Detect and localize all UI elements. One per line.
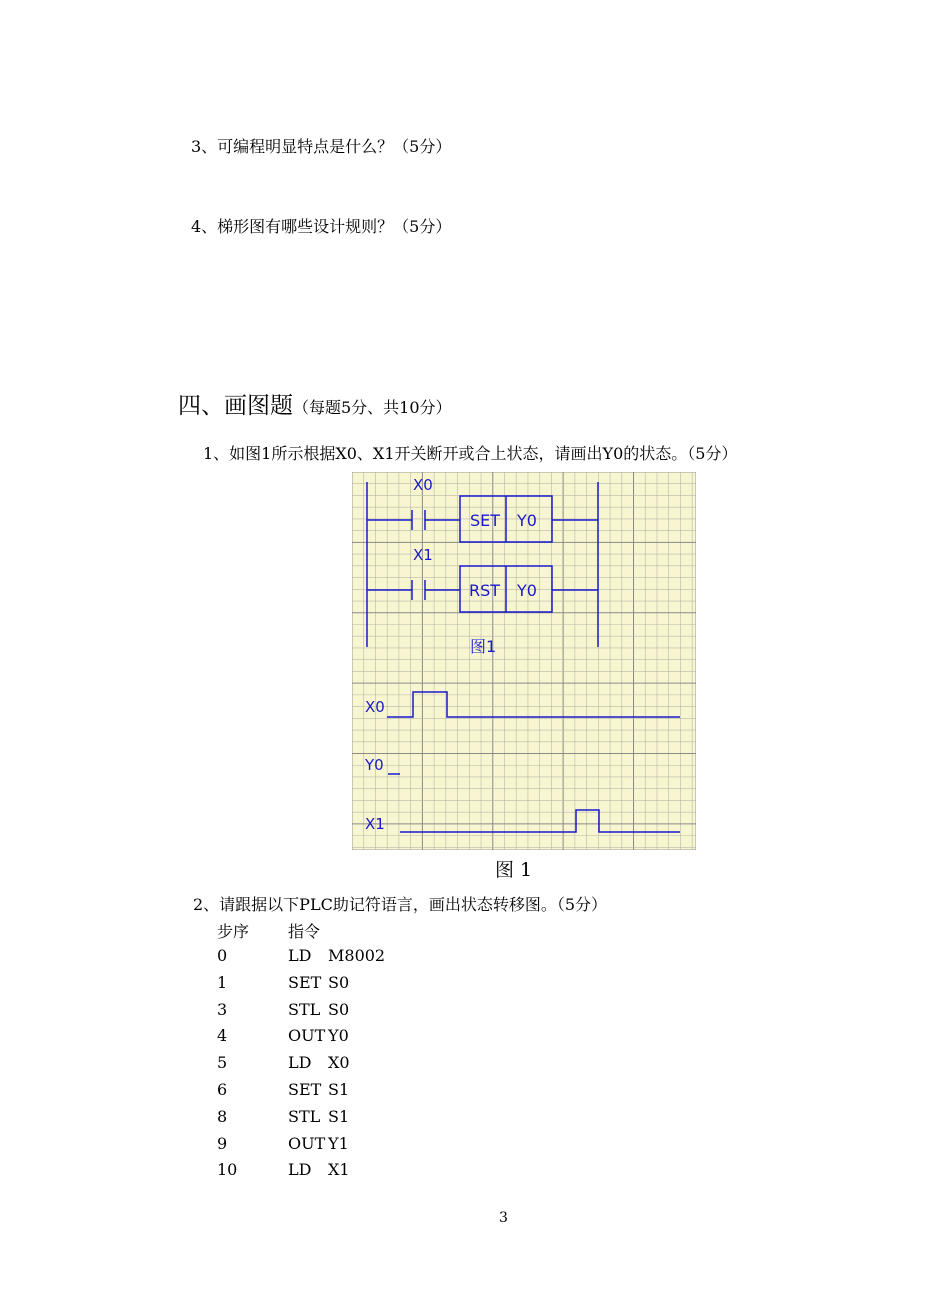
op-cell: LD <box>288 1053 312 1073</box>
question-3: 3、可编程明显特点是什么？（5分） <box>191 137 452 156</box>
operand-cell: X0 <box>328 1053 350 1073</box>
op-cell: OUT <box>288 1133 326 1153</box>
figure-svg <box>352 472 696 850</box>
ladder-x0-label: X0 <box>413 476 433 494</box>
section-heading <box>178 387 452 420</box>
rst-label: RST <box>469 581 501 600</box>
header-step: 步序 <box>217 922 250 941</box>
timing-y0-label: Y0 <box>365 756 384 774</box>
operand-cell: Y0 <box>328 1026 349 1046</box>
question-4-1: 1、如图1所示根据X0、X1开关断开或合上状态，请画出Y0的状态。（5分） <box>203 444 738 463</box>
section-subtitle: （每题5分、共10分） <box>293 398 452 417</box>
step-cell: 4 <box>217 1026 228 1046</box>
op-cell: STL <box>288 999 321 1019</box>
operand-cell: S1 <box>328 1080 350 1099</box>
step-cell: 6 <box>217 1080 228 1099</box>
operand-cell: X1 <box>328 1160 350 1180</box>
page-number: 3 <box>499 1210 508 1226</box>
operand-cell: S0 <box>328 972 350 992</box>
operand-cell: M8002 <box>328 946 386 965</box>
operand-cell: S1 <box>328 1106 350 1126</box>
step-cell: 1 <box>217 972 228 992</box>
y0-label-set: Y0 <box>517 511 537 530</box>
question-4-2: 2、请跟据以下PLC助记符语言，画出状态转移图。（5分） <box>193 895 607 914</box>
op-cell: SET <box>288 1080 322 1099</box>
step-cell: 8 <box>217 1106 228 1126</box>
op-cell: LD <box>288 1160 312 1180</box>
ladder-timing-figure <box>352 472 696 850</box>
step-cell: 5 <box>217 1053 228 1073</box>
y0-label-rst: Y0 <box>517 581 537 600</box>
step-cell: 9 <box>217 1133 228 1153</box>
ladder-x1-label: X1 <box>413 546 433 564</box>
figure-inner-caption: 图1 <box>470 637 497 656</box>
set-label: SET <box>470 511 501 530</box>
step-cell: 0 <box>217 946 228 965</box>
timing-x1-label: X1 <box>365 815 385 833</box>
op-cell: OUT <box>288 1026 326 1046</box>
op-cell: LD <box>288 946 312 965</box>
section-title: 四、画图题 <box>178 393 293 419</box>
op-cell: STL <box>288 1106 321 1126</box>
question-4: 4、梯形图有哪些设计规则？（5分） <box>191 217 452 236</box>
operand-cell: Y1 <box>328 1133 349 1153</box>
step-cell: 3 <box>217 999 228 1019</box>
timing-x0-label: X0 <box>365 698 385 716</box>
operand-cell: S0 <box>328 999 350 1019</box>
step-cell: 10 <box>217 1160 238 1180</box>
op-cell: SET <box>288 972 322 992</box>
header-instruction: 指令 <box>288 922 321 941</box>
figure-caption: 图 1 <box>495 859 533 881</box>
